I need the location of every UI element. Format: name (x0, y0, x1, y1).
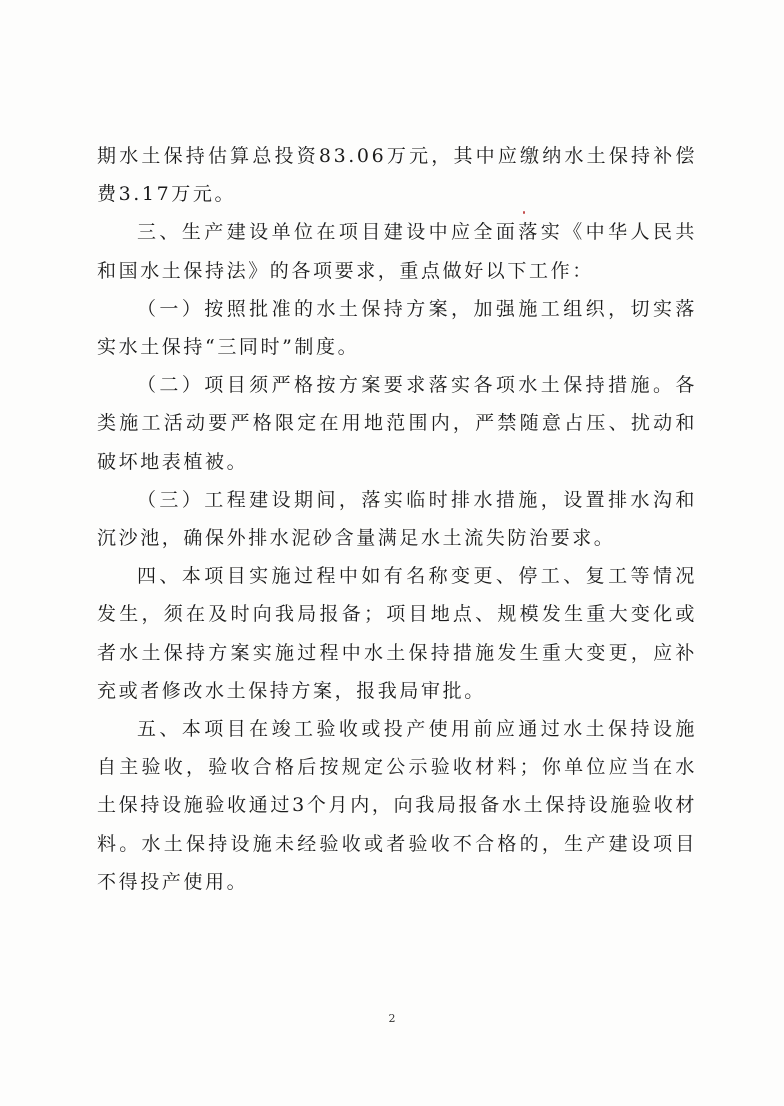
paragraph-item-five: 五、本项目在竣工验收或投产使用前应通过水土保持设施自主验收，验收合格后按规定公示验收材料；你单位应当在水土保持设施验收通过3个月内，向我局报备水土保持设施验收材料。水土保持设施未经验收或者验收不合格的，生产建设项目不得投产使用。 (97, 718, 697, 893)
paragraph-item-four: 四、本项目实施过程中如有名称变更、停工、复工等情况发生，须在及时向我局报备；项目地点、规模发生重大变化或者水土保持方案实施过程中水土保持措施发生重大变更，应补充或者修改水土保持方案，报我局审批。 (97, 565, 697, 702)
paragraph-investment: 期水土保持估算总投资83.06万元，其中应缴纳水土保持补偿费3.17万元。 (97, 145, 697, 206)
paragraph-item-three: 三、生产建设单位在项目建设中应全面落实《中华人民共和国水土保持法》的各项要求，重点做好以下工作： (97, 221, 697, 282)
page-number: 2 (388, 1012, 396, 1025)
paragraph-subitem-three: （三）工程建设期间，落实临时排水措施，设置排水沟和沉沙池，确保外排水泥砂含量满足水土流失防治要求。 (97, 488, 697, 550)
paragraph-subitem-two: （二）项目须严格按方案要求落实各项水土保持措施。各类施工活动要严格限定在用地范围内，严禁随意占压、扰动和破坏地表植被。 (97, 374, 697, 473)
paragraph-subitem-one: （一）按照批准的水土保持方案，加强施工组织，切实落实水土保持“三同时”制度。 (97, 297, 697, 359)
document-body (97, 137, 697, 901)
